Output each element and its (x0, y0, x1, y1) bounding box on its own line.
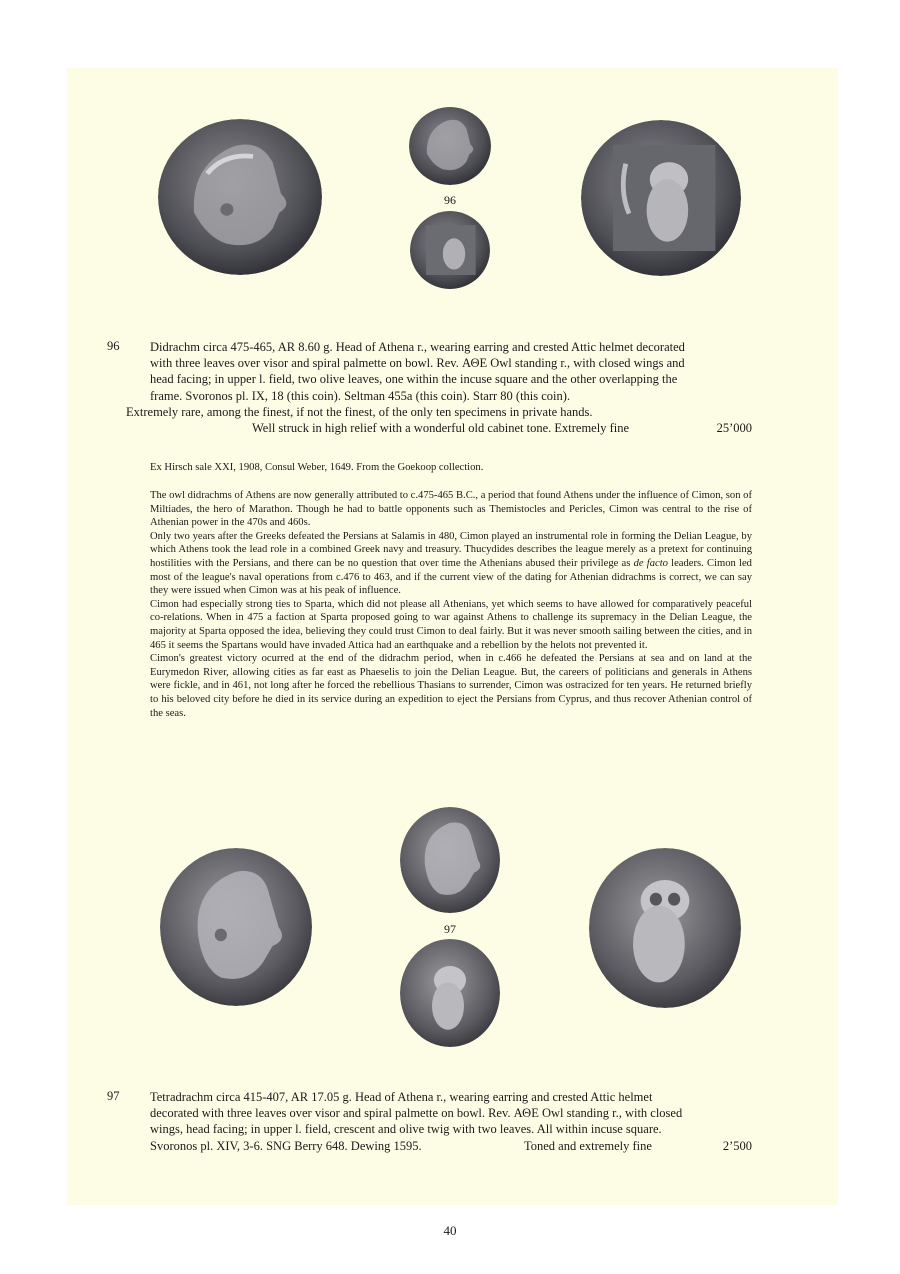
lot-97-condition-row (150, 1138, 752, 1154)
coin-96-image-label: 96 (444, 193, 456, 207)
lot-97-line: decorated with three leaves over visor and spiral palmette on bowl. Rev. ΑΘΕ Owl standing r., with closed (150, 1106, 683, 1121)
lot-96-description (126, 339, 752, 436)
lot-97-number: 97 (107, 1089, 120, 1103)
coin-97-obverse-small-image (400, 807, 500, 913)
note-paragraph: Cimon had especially strong ties to Sparta, which did not please all Athenians, yet which seems to have allowed for comparatively peaceful co-relations. When in 475 a faction at Sparta proposed going to war against Athens to challenge its supremacy in the Delian League, the majority at Sparta opposed the idea, believing they could trust Cimon to deal fairly. But it was never smooth sailing between the cities, and in 465 it seems the Spartans would have invaded Attica had an earthquake and a rebellion by the helots not prevented it. (150, 598, 752, 651)
coin-96-reverse-large-image (581, 120, 741, 276)
lot-96-line: with three leaves over visor and spiral palmette on bowl. Rev. ΑΘΕ Owl standing r., with closed wings and (150, 356, 685, 371)
lot-96-line: frame. Svoronos pl. IX, 18 (this coin). Seltman 455a (this coin). Starr 80 (this coin). (150, 388, 571, 403)
coin-97-reverse-small-image (400, 939, 500, 1047)
coin-97-reverse-large-image (589, 848, 741, 1008)
lot-97-line: wings, head facing; in upper l. field, crescent and olive twig with two leaves. All within incuse square. (150, 1122, 662, 1137)
lot-96-condition: Well struck in high relief with a wonderful old cabinet tone. Extremely fine (252, 421, 630, 436)
lot-96-historical-note (150, 489, 752, 720)
coin-96-obverse-large-image (158, 119, 322, 275)
lot-96-rarity: Extremely rare, among the finest, if not the finest, of the only ten specimens in private hands. (126, 404, 593, 419)
coin-96-obverse-small-image (409, 107, 491, 185)
note-paragraph: Cimon's greatest victory ocurred at the end of the didrachm period, when in c.466 he defeated the Persians at sea and on land at the Eurymedon River, allowing cities as far east as Phaeselis to join the Delian League. But, the careers of politicians and generals in Athens were fickle, and in 461, not long after he forced the rebellious Thasians to surrender, Cimon was ostracized for ten years. He returned briefly to his beloved city before he died in its service during an expedition to eject the Persians from Cyprus, and thus recover Athenian control of the seas. (150, 653, 752, 719)
lot-96-condition-row (150, 420, 752, 436)
lot-96-line: head facing; in upper l. field, two olive leaves, one within the incuse square and the other overlapping the (150, 372, 678, 387)
coin-97-obverse-large-image (160, 848, 312, 1006)
note-paragraph: The owl didrachms of Athens are now generally attributed to c.475-465 B.C., a period that found Athens under the influence of Cimon, son of Miltiades, the hero of Marathon. Though he had to battle opponents such as Themistocles and Pericles, Cimon was central to the rise of Athenian power in the 470s and 460s. (150, 490, 752, 529)
lot-97-estimate: 2’500 (722, 1138, 752, 1153)
lot-96-estimate: 25’000 (716, 421, 752, 436)
lot-96-line: Didrachm circa 475-465, AR 8.60 g. Head of Athena r., wearing earring and crested Attic helmet decorated (150, 340, 685, 354)
lot-96-provenance: Ex Hirsch sale XXI, 1908, Consul Weber, 1649. From the Goekoop collection. (150, 462, 484, 473)
page-number: 40 (443, 1223, 457, 1238)
lot-97-condition: Toned and extremely fine (524, 1138, 652, 1153)
lot-96-number: 96 (107, 339, 120, 353)
lot-97-description (150, 1089, 752, 1154)
coin-96-reverse-small-image (410, 211, 490, 289)
lot-97-references: Svoronos pl. XIV, 3-6. SNG Berry 648. Dewing 1595. (150, 1138, 422, 1153)
coin-97-image-label: 97 (444, 922, 456, 936)
note-paragraph: Only two years after the Greeks defeated the Persians at Salamis in 480, Cimon played an instrumental role in forming the Delian League, by which Athens took the lead role in a combined Greek navy and treasury. Thucydides describes the league merely as a pretext for continuing hostilities with the Persians, and there can be no question that over time the Athenians abused their privilege as de facto leaders. Cimon led most of the league's naval operations from c.476 to 463, and if the current view of the dating for Athenian didrachms is correct, we can say they were issued when Cimon was at his peak of influence. (150, 530, 752, 597)
lot-97-line: Tetradrachm circa 415-407, AR 17.05 g. Head of Athena r., wearing earring and crested Attic helmet (150, 1090, 653, 1104)
